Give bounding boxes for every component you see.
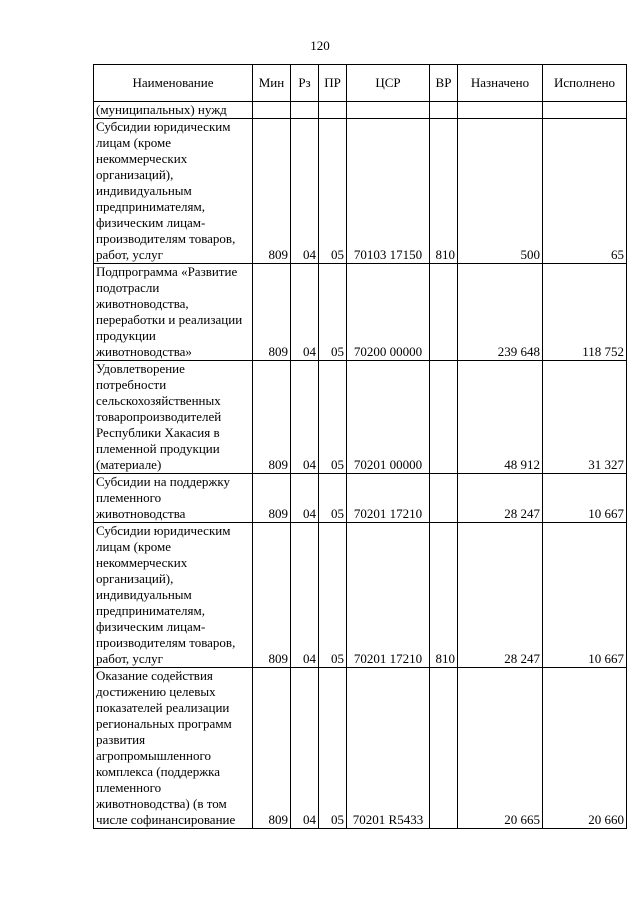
header-csr: ЦСР <box>347 65 430 102</box>
row-min: 809 <box>253 523 291 668</box>
row-name: Субсидии юридическим лицам (кроме некоммерческих организаций), индивидуальным предпринимателям, физическим лицам-производителям товаров, работ, услуг <box>94 523 253 668</box>
table-row <box>94 264 627 361</box>
row-min: 809 <box>253 474 291 523</box>
row-min <box>253 102 291 119</box>
row-rz: 04 <box>291 474 319 523</box>
row-pr: 05 <box>319 264 347 361</box>
row-csr: 70201 17210 <box>347 474 430 523</box>
row-min: 809 <box>253 119 291 264</box>
row-executed: 20 660 <box>543 668 627 829</box>
row-name: Подпрограмма «Развитие подотрасли животноводства, переработки и реализации продукции животноводства» <box>94 264 253 361</box>
row-rz: 04 <box>291 264 319 361</box>
row-name: Субсидии на поддержку племенного животноводства <box>94 474 253 523</box>
row-executed: 10 667 <box>543 523 627 668</box>
row-rz: 04 <box>291 523 319 668</box>
header-name: Наименование <box>94 65 253 102</box>
row-csr: 70201 R5433 <box>347 668 430 829</box>
row-vr <box>430 668 458 829</box>
row-vr <box>430 474 458 523</box>
row-executed: 10 667 <box>543 474 627 523</box>
row-assigned: 28 247 <box>458 523 543 668</box>
row-name: (муниципальных) нужд <box>94 102 253 119</box>
table-row <box>94 361 627 474</box>
table-row <box>94 523 627 668</box>
row-min: 809 <box>253 264 291 361</box>
row-assigned: 500 <box>458 119 543 264</box>
row-rz <box>291 102 319 119</box>
row-executed: 118 752 <box>543 264 627 361</box>
row-name: Удовлетворение потребности сельскохозяйственных товаропроизводителей Республики Хакасия в племенной продукции (материале) <box>94 361 253 474</box>
row-vr: 810 <box>430 523 458 668</box>
table-row <box>94 668 627 829</box>
table-row <box>94 102 627 119</box>
row-csr: 70200 00000 <box>347 264 430 361</box>
row-vr <box>430 102 458 119</box>
header-vr: ВР <box>430 65 458 102</box>
row-assigned <box>458 102 543 119</box>
row-rz: 04 <box>291 119 319 264</box>
row-vr: 810 <box>430 119 458 264</box>
row-rz: 04 <box>291 361 319 474</box>
row-csr <box>347 102 430 119</box>
row-pr: 05 <box>319 474 347 523</box>
row-pr: 05 <box>319 119 347 264</box>
row-pr <box>319 102 347 119</box>
header-row <box>94 65 627 102</box>
row-assigned: 20 665 <box>458 668 543 829</box>
row-vr <box>430 264 458 361</box>
header-rz: Рз <box>291 65 319 102</box>
row-pr: 05 <box>319 361 347 474</box>
row-executed: 31 327 <box>543 361 627 474</box>
row-csr: 70201 17210 <box>347 523 430 668</box>
row-pr: 05 <box>319 668 347 829</box>
budget-table <box>93 64 627 829</box>
row-pr: 05 <box>319 523 347 668</box>
header-assigned: Назначено <box>458 65 543 102</box>
row-name: Субсидии юридическим лицам (кроме некоммерческих организаций), индивидуальным предпринимателям, физическим лицам-производителям товаров, работ, услуг <box>94 119 253 264</box>
row-executed: 65 <box>543 119 627 264</box>
row-assigned: 48 912 <box>458 361 543 474</box>
header-min: Мин <box>253 65 291 102</box>
row-csr: 70103 17150 <box>347 119 430 264</box>
row-min: 809 <box>253 361 291 474</box>
row-csr: 70201 00000 <box>347 361 430 474</box>
header-executed: Исполнено <box>543 65 627 102</box>
table-row <box>94 119 627 264</box>
row-executed <box>543 102 627 119</box>
header-pr: ПР <box>319 65 347 102</box>
row-name: Оказание содействия достижению целевых показателей реализации региональных программ развития агропромышленного комплекса (поддержка племенного животноводства) (в том числе софинансирование <box>94 668 253 829</box>
row-vr <box>430 361 458 474</box>
row-assigned: 28 247 <box>458 474 543 523</box>
table-row <box>94 474 627 523</box>
row-min: 809 <box>253 668 291 829</box>
row-rz: 04 <box>291 668 319 829</box>
page-number: 120 <box>310 38 330 53</box>
row-assigned: 239 648 <box>458 264 543 361</box>
